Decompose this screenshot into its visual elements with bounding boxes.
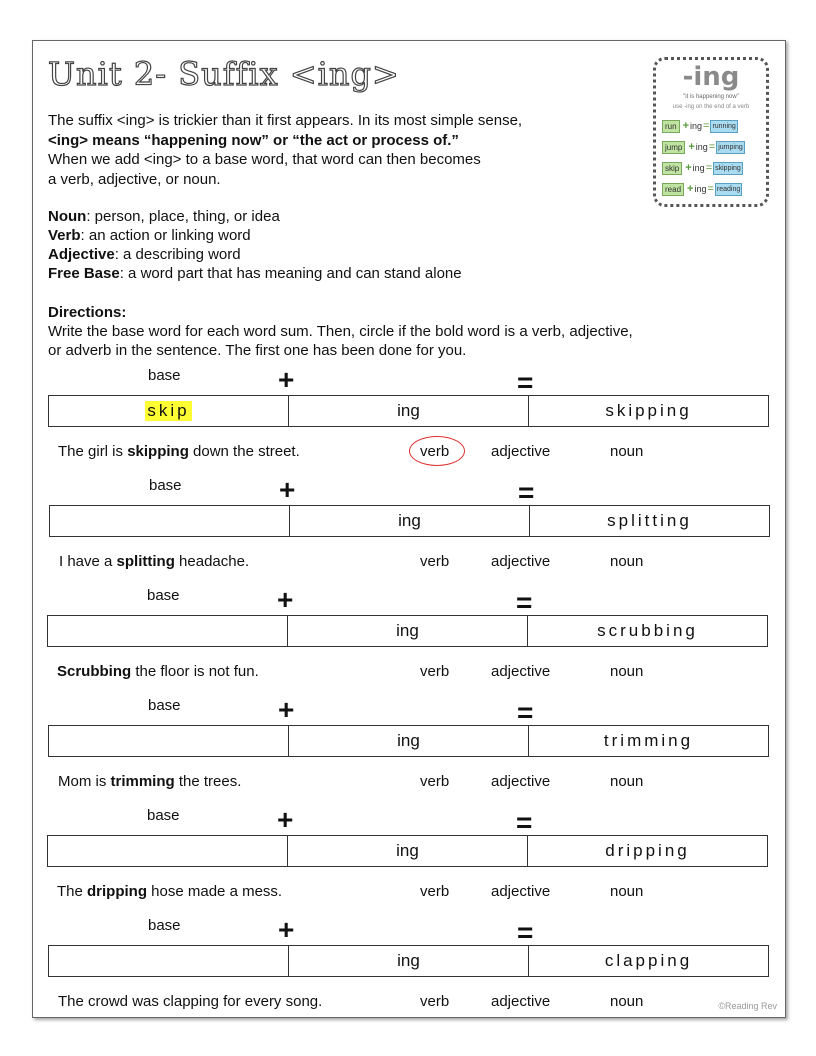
option-adjective[interactable]: adjective: [491, 553, 551, 570]
base-answer-cell[interactable]: [48, 616, 287, 646]
plus-sign: +: [278, 364, 295, 395]
plus-sign: +: [278, 914, 295, 945]
poster-equals: =: [705, 162, 713, 174]
suffix-text: ing: [397, 951, 420, 970]
result-cell: [527, 836, 767, 866]
word-sum-table: [47, 615, 768, 647]
option-noun[interactable]: noun: [610, 773, 644, 790]
poster-row: [662, 183, 762, 195]
exercise-sentence: Scrubbing the floor is not fun.: [57, 663, 259, 680]
plus-sign: +: [277, 804, 294, 835]
base-label: base: [149, 477, 182, 494]
equals-sign: =: [516, 807, 533, 838]
suffix-cell: [288, 726, 528, 756]
base-answer-cell[interactable]: [49, 946, 288, 976]
suffix-text: ing: [397, 401, 420, 420]
poster-plus: +: [682, 120, 689, 132]
exercise-sentence: Mom is trimming the trees.: [58, 773, 242, 790]
suffix-cell: [288, 946, 528, 976]
definitions-list: [48, 207, 608, 283]
result-word: trimming: [603, 731, 694, 750]
base-answer-cell[interactable]: [50, 506, 289, 536]
word-sum-table: [47, 835, 768, 867]
intro-line: a verb, adjective, or noun.: [48, 170, 221, 188]
poster-subtitle: "it is happening now": [683, 94, 739, 100]
intro-line: The suffix <ing> is trickier than it first appears. In its most simple sense,: [48, 112, 523, 129]
directions-heading: Directions:: [48, 304, 127, 321]
poster-equals: =: [707, 183, 714, 195]
option-verb[interactable]: verb: [420, 443, 450, 460]
result-word: skipping: [605, 401, 692, 420]
option-verb[interactable]: verb: [420, 883, 450, 900]
poster-suffix: ing: [694, 184, 707, 194]
base-label: base: [148, 917, 181, 934]
equals-sign: =: [517, 367, 534, 398]
exercise-sentence: The crowd was clapping for every song.: [58, 993, 323, 1010]
option-noun[interactable]: noun: [610, 443, 644, 460]
exercise-sentence: I have a splitting headache.: [59, 553, 250, 570]
equals-sign: =: [518, 477, 535, 508]
base-label: base: [148, 367, 181, 384]
result-word: clapping: [604, 951, 693, 970]
poster-base: jump: [662, 141, 685, 154]
result-word: splitting: [607, 511, 692, 530]
poster-row: [662, 120, 762, 132]
intro-line-bold: <ing> means “happening now” or “the act or process of.”: [48, 131, 459, 149]
result-word: scrubbing: [597, 621, 698, 640]
option-verb[interactable]: verb: [420, 663, 450, 680]
worksheet-page: [32, 40, 786, 1018]
poster-plus: +: [688, 141, 695, 153]
result-cell: [528, 946, 768, 976]
suffix-cell: [288, 396, 528, 426]
option-adjective[interactable]: adjective: [491, 773, 551, 790]
base-label: base: [147, 587, 180, 604]
exercise-sentence: The girl is skipping down the street.: [58, 443, 300, 460]
intro-line: When we add <ing> to a base word, that word can then becomes: [48, 151, 481, 168]
base-answer-cell[interactable]: [49, 726, 288, 756]
poster-result: skipping: [713, 162, 743, 175]
poster-base: run: [662, 120, 680, 133]
result-cell: [528, 396, 768, 426]
option-verb[interactable]: verb: [420, 993, 450, 1010]
definition-verb: Verb: an action or linking word: [48, 227, 251, 244]
base-answer-cell[interactable]: [48, 836, 287, 866]
word-sum-table: [48, 395, 769, 427]
equals-sign: =: [517, 917, 534, 948]
poster-base: skip: [662, 162, 682, 175]
base-answer: skip: [147, 401, 190, 420]
option-verb[interactable]: verb: [420, 553, 450, 570]
definition-free-base: Free Base: a word part that has meaning and can stand alone: [48, 265, 462, 282]
poster-result: jumping: [716, 141, 745, 154]
directions: [48, 303, 768, 360]
suffix-text: ing: [398, 511, 421, 530]
suffix-cell: [287, 836, 527, 866]
plus-sign: +: [278, 694, 295, 725]
result-cell: [528, 726, 768, 756]
suffix-text: ing: [396, 621, 419, 640]
option-verb[interactable]: verb: [420, 773, 450, 790]
poster-result: reading: [715, 183, 742, 196]
poster-plus: +: [687, 183, 694, 195]
poster-equals: =: [703, 120, 710, 132]
poster-plus: +: [685, 162, 692, 174]
poster-title: -ing: [682, 62, 740, 92]
poster-base: read: [662, 183, 684, 196]
answer-circle: [409, 436, 465, 466]
poster-suffix: ing: [690, 121, 703, 131]
copyright-footer: ©Reading Rev: [718, 1001, 777, 1011]
equals-sign: =: [517, 697, 534, 728]
word-sum-table: [48, 945, 769, 977]
definition-noun: Noun: person, place, thing, or idea: [48, 208, 280, 225]
definition-adjective: Adjective: a describing word: [48, 246, 241, 263]
option-adjective[interactable]: adjective: [491, 443, 551, 460]
result-word: dripping: [605, 841, 690, 860]
base-answer-cell[interactable]: [49, 396, 288, 426]
plus-sign: +: [279, 474, 296, 505]
directions-line: or adverb in the sentence. The first one has been done for you.: [48, 342, 467, 359]
poster-row: [662, 162, 762, 174]
option-adjective[interactable]: adjective: [491, 663, 551, 680]
base-label: base: [147, 807, 180, 824]
poster-row: [662, 141, 762, 153]
result-cell: [527, 616, 767, 646]
suffix-text: ing: [396, 841, 419, 860]
option-noun[interactable]: noun: [610, 993, 644, 1010]
word-sum-table: [49, 505, 770, 537]
option-adjective[interactable]: adjective: [491, 993, 551, 1010]
plus-sign: +: [277, 584, 294, 615]
suffix-cell: [287, 616, 527, 646]
directions-line: Write the base word for each word sum. Then, circle if the bold word is a verb, adjective,: [48, 323, 633, 340]
base-label: base: [148, 697, 181, 714]
option-adjective[interactable]: adjective: [491, 883, 551, 900]
intro-paragraph: [48, 111, 608, 189]
poster-note: use -ing on the end of a verb: [672, 104, 750, 110]
suffix-text: ing: [397, 731, 420, 750]
word-sum-table: [48, 725, 769, 757]
equals-sign: =: [516, 587, 533, 618]
suffix-cell: [289, 506, 529, 536]
page-title: Unit 2- Suffix <ing>: [48, 55, 400, 93]
exercise-sentence: The dripping hose made a mess.: [57, 883, 283, 900]
option-noun[interactable]: noun: [610, 883, 644, 900]
result-cell: [529, 506, 769, 536]
poster-equals: =: [708, 141, 716, 153]
ing-poster: [653, 57, 769, 207]
poster-suffix: ing: [695, 142, 708, 152]
option-noun[interactable]: noun: [610, 663, 644, 680]
poster-suffix: ing: [692, 163, 705, 173]
option-noun[interactable]: noun: [610, 553, 644, 570]
poster-result: running: [710, 120, 737, 133]
